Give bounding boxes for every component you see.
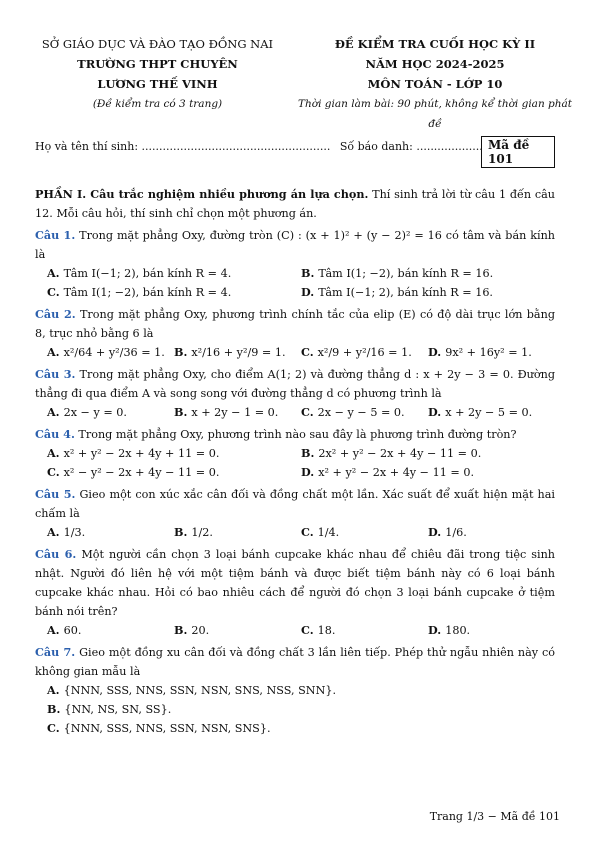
question-label: Câu 1.	[35, 228, 76, 242]
question-text: Trong mặt phẳng Oxy, cho điểm A(1; 2) và đường thẳng d : x + 2y − 3 = 0. Đường thẳng đi qua điểm A và song song với đường thẳng d có phương trình là	[35, 368, 555, 400]
option-d[interactable]: D. 1/6.	[428, 525, 467, 539]
exam-code-box: Mã đề 101	[481, 136, 555, 168]
option-b[interactable]: B. 1/2.	[174, 525, 213, 539]
question-text: Trong mặt phẳng Oxy, đường tròn (C) : (x + 1)² + (y − 2)² = 16 có tâm và bán kính là	[35, 229, 555, 261]
question-label: Câu 6.	[35, 547, 77, 561]
subject: MÔN TOÁN - LỚP 10	[367, 77, 503, 91]
option-d[interactable]: D. x² + y² − 2x + 4y − 11 = 0.	[301, 465, 475, 479]
exam-title: ĐỀ KIỂM TRA CUỐI HỌC KỲ II	[334, 37, 536, 51]
question-1	[35, 226, 555, 302]
option-c[interactable]: C. x² − y² − 2x + 4y − 11 = 0.	[47, 465, 220, 479]
option-b[interactable]: B. x²/16 + y²/9 = 1.	[174, 345, 286, 359]
questions-section	[35, 182, 555, 738]
option-a[interactable]: A. 1/3.	[47, 525, 86, 539]
options	[47, 444, 555, 482]
candidate-name-field: Họ và tên thí sinh: ......................................................	[35, 140, 331, 153]
option-c[interactable]: C. Tâm I(1; −2), bán kính R = 4.	[47, 285, 232, 299]
school-name-2: LƯƠNG THẾ VINH	[97, 77, 218, 91]
question-text: Một người cần chọn 3 loại bánh cupcake khác nhau để chiêu đãi trong tiệc sinh nhật. Người đó liên hệ với một tiệm bánh và được biết tiệm bánh này có 6 loại bánh cupcake khác nhau. Hỏi có bao nhiêu cách để người đó chọn 3 loại bánh cupcake ở tiệm bánh nói trên?	[35, 548, 555, 618]
option-d[interactable]: D. Tâm I(−1; 2), bán kính R = 16.	[301, 285, 493, 299]
section-heading	[35, 185, 555, 223]
option-c[interactable]: C. 1/4.	[301, 525, 340, 539]
option-d[interactable]: D. 9x² + 16y² = 1.	[428, 345, 532, 359]
option-a[interactable]: A. 60.	[47, 623, 82, 637]
option-b[interactable]: B. Tâm I(1; −2), bán kính R = 16.	[301, 266, 494, 280]
page-footer: Trang 1/3 − Mã đề 101	[429, 810, 560, 823]
question-label: Câu 5.	[35, 487, 76, 501]
question-label: Câu 7.	[35, 645, 76, 659]
time-note: Thời gian làm bài: 90 phút, không kể thời gian phát đề	[297, 98, 573, 130]
option-c[interactable]: C. {NNN, SSS, NNS, SSN, NSN, SNS}.	[47, 721, 271, 735]
candidate-info	[35, 138, 555, 166]
question-label: Câu 2.	[35, 307, 76, 321]
question-text: Trong mặt phẳng Oxy, phương trình nào sau đây là phương trình đường tròn?	[74, 428, 517, 441]
exam-title-block	[290, 34, 580, 134]
page-count-note: (Đề kiểm tra có 3 trang)	[92, 98, 223, 110]
options	[47, 403, 555, 422]
question-3	[35, 365, 555, 422]
question-6	[35, 545, 555, 640]
option-b[interactable]: B. 20.	[174, 623, 210, 637]
question-label: Câu 3.	[35, 367, 76, 381]
option-d[interactable]: D. x + 2y − 5 = 0.	[428, 405, 533, 419]
school-name-1: TRƯỜNG THPT CHUYÊN	[77, 57, 238, 71]
option-d[interactable]: D. 180.	[428, 623, 471, 637]
options	[47, 264, 555, 302]
section-instruction: Thí sinh trả lời từ câu 1 đến câu 12. Mỗi câu hỏi, thí sinh chỉ chọn một phương án.	[35, 188, 555, 220]
question-5	[35, 485, 555, 542]
school-block	[30, 34, 285, 114]
question-label: Câu 4.	[35, 427, 75, 441]
school-year: NĂM HỌC 2024-2025	[365, 57, 505, 71]
option-c[interactable]: C. 2x − y − 5 = 0.	[301, 405, 405, 419]
option-c[interactable]: C. x²/9 + y²/16 = 1.	[301, 345, 412, 359]
option-a[interactable]: A. x²/64 + y²/36 = 1.	[47, 345, 165, 359]
options	[47, 343, 555, 362]
department-name: SỞ GIÁO DỤC VÀ ĐÀO TẠO ĐỒNG NAI	[41, 37, 274, 51]
option-c[interactable]: C. 18.	[301, 623, 336, 637]
question-text: Trong mặt phẳng Oxy, phương trình chính tắc của elip (E) có độ dài trục lớn bằng 8, trục nhỏ bằng 6 là	[35, 308, 555, 340]
options	[47, 523, 555, 542]
question-text: Gieo một con xúc xắc cân đối và đồng chất một lần. Xác suất để xuất hiện mặt hai chấm là	[35, 488, 555, 520]
question-2	[35, 305, 555, 362]
question-7	[35, 643, 555, 738]
option-a[interactable]: A. 2x − y = 0.	[47, 405, 127, 419]
section-title: PHẦN I. Câu trắc nghiệm nhiều phương án lựa chọn.	[35, 187, 369, 201]
option-a[interactable]: A. x² + y² − 2x + 4y + 11 = 0.	[47, 446, 220, 460]
options	[47, 621, 555, 640]
option-b[interactable]: B. {NN, NS, SN, SS}.	[47, 702, 172, 716]
question-4	[35, 425, 555, 482]
option-a[interactable]: A. Tâm I(−1; 2), bán kính R = 4.	[47, 266, 232, 280]
option-a[interactable]: A. {NNN, SSS, NNS, SSN, NSN, SNS, NSS, SNN}.	[47, 683, 337, 697]
question-text: Gieo một đồng xu cân đối và đồng chất 3 lần liên tiếp. Phép thử ngẫu nhiên này có không gian mẫu là	[35, 646, 555, 678]
option-b[interactable]: B. 2x² + y² − 2x + 4y − 11 = 0.	[301, 446, 482, 460]
options	[47, 681, 555, 738]
candidate-id-field: Số báo danh: ...................	[339, 140, 483, 153]
option-b[interactable]: B. x + 2y − 1 = 0.	[174, 405, 279, 419]
